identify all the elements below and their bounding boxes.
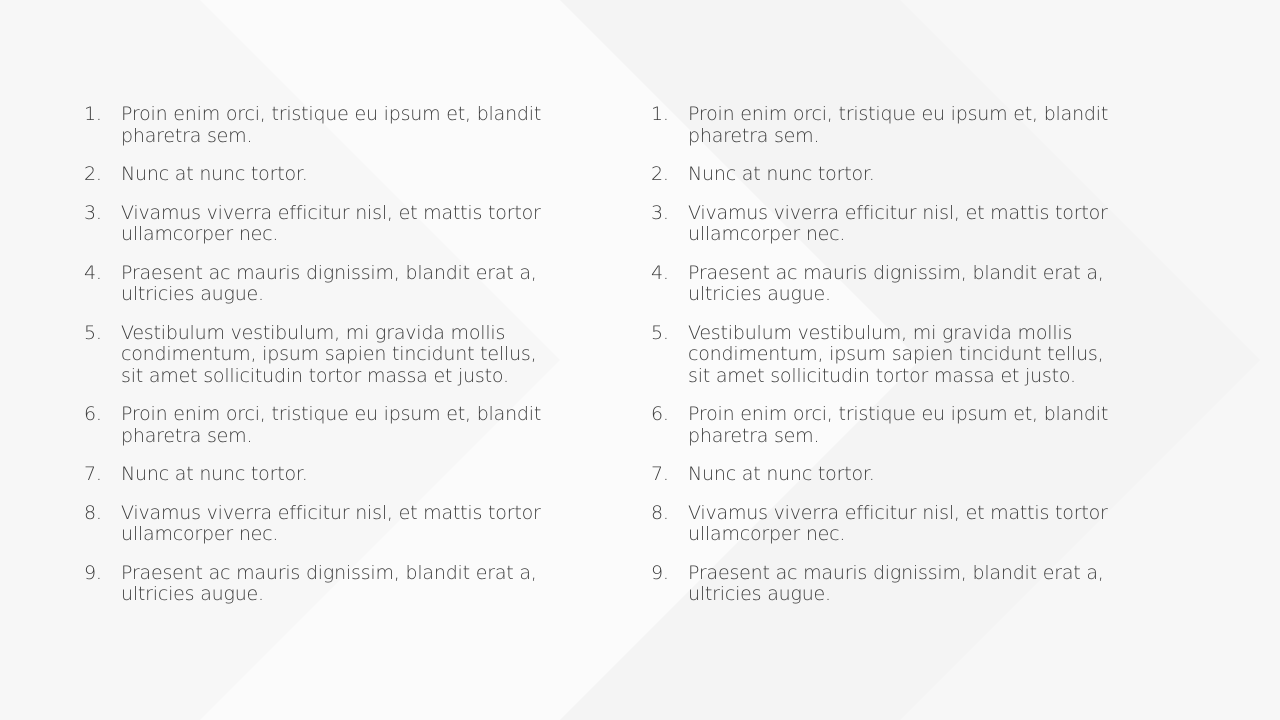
list-text: Praesent ac mauris dignissim, blandit erat a, ultricies augue. [688,261,1104,305]
list-text: Vestibulum vestibulum, mi gravida mollis condimentum, ipsum sapien tincidunt tellus, sit amet sollicitudin tortor massa et justo. [688,321,1104,387]
list-text: Nunc at nunc tortor. [121,463,308,485]
list-item [84,503,564,546]
list-number: 1. [651,103,669,125]
list-number: 9. [651,561,669,584]
list-text: Proin enim orci, tristique eu ipsum et, blandit pharetra sem. [121,103,542,147]
list-item [84,104,564,147]
list-number: 8. [84,501,102,524]
list-number: 8. [651,501,669,524]
list-item [84,323,564,388]
list-item [651,263,1131,306]
list-text: Vivamus viverra efficitur nisl, et mattis tortor ullamcorper nec. [121,201,541,245]
list-number: 5. [651,321,669,344]
left-column [84,104,564,623]
list-item [651,164,1131,186]
list-number: 4. [84,261,102,284]
list-item [84,563,564,606]
list-number: 7. [651,463,669,485]
right-column [651,104,1131,623]
list-text: Nunc at nunc tortor. [688,463,875,485]
list-item [651,404,1131,447]
list-number: 2. [651,163,669,185]
numbered-list-right [651,104,1131,606]
list-number: 5. [84,321,102,344]
list-item [651,203,1131,246]
list-item [84,263,564,306]
list-number: 1. [84,103,102,125]
list-number: 3. [651,201,669,224]
list-text: Praesent ac mauris dignissim, blandit erat a, ultricies augue. [121,261,537,305]
list-number: 3. [84,201,102,224]
list-number: 4. [651,261,669,284]
list-text: Vivamus viverra efficitur nisl, et mattis tortor ullamcorper nec. [688,201,1108,245]
list-text: Praesent ac mauris dignissim, blandit erat a, ultricies augue. [121,561,537,605]
list-item [651,323,1131,388]
list-text: Proin enim orci, tristique eu ipsum et, blandit pharetra sem. [688,403,1109,447]
list-number: 7. [84,463,102,485]
list-number: 2. [84,163,102,185]
list-item [651,503,1131,546]
list-number: 9. [84,561,102,584]
list-item [84,203,564,246]
list-item [651,464,1131,486]
list-text: Vestibulum vestibulum, mi gravida mollis condimentum, ipsum sapien tincidunt tellus, sit amet sollicitudin tortor massa et justo. [121,321,537,387]
list-number: 6. [84,403,102,425]
list-text: Proin enim orci, tristique eu ipsum et, blandit pharetra sem. [688,103,1109,147]
list-text: Praesent ac mauris dignissim, blandit erat a, ultricies augue. [688,561,1104,605]
list-text: Nunc at nunc tortor. [121,163,308,185]
list-text: Vivamus viverra efficitur nisl, et mattis tortor ullamcorper nec. [688,501,1108,545]
list-text: Vivamus viverra efficitur nisl, et mattis tortor ullamcorper nec. [121,501,541,545]
list-item [651,563,1131,606]
list-item [84,164,564,186]
list-text: Proin enim orci, tristique eu ipsum et, blandit pharetra sem. [121,403,542,447]
list-text: Nunc at nunc tortor. [688,163,875,185]
list-number: 6. [651,403,669,425]
list-item [651,104,1131,147]
numbered-list-left [84,104,564,606]
list-item [84,404,564,447]
list-item [84,464,564,486]
